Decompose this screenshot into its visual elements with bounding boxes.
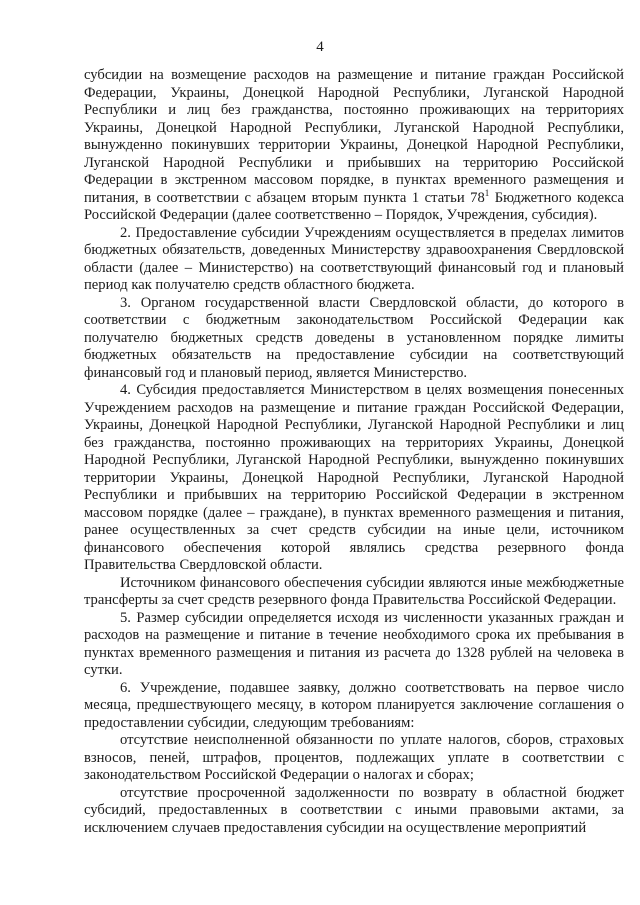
page-number: 4: [316, 39, 324, 55]
paragraph-text: субсидии на возмещение расходов на размещение и питание граждан Российской Федерации, Украины, Донецкой Народной Республики, Луганской Народной Республики и лиц без гражданства, постоянно проживающих на территориях Украины, Донецкой Народной Республики, Луганской Народной Республики, вынужденно покинувших территории Украины, Донецкой Народной Республики, Луганской Народной Республики и прибывших на территорию Российской Федерации в экстренном массовом порядке, в пунктах временного размещения и питания, в соответствии с абзацем вторым пункта 1 статьи 78: [84, 67, 624, 206]
paragraph-item-3: 3. Органом государственной власти Свердловской области, до которого в соответствии с бюджетным законодательством Российской Федерации как получателю бюджетных средств доведены в установленном порядке лимиты бюджетных обязательств на предоставление субсидии на соответствующий финансовый год и плановый период, является Министерство.: [84, 294, 624, 381]
requirement-subsidy-debt: отсутствие просроченной задолженности по возврату в областной бюджет субсидий, предоставленных в соответствии с иными правовыми актами, за исключением случаев предоставления субсидии на осуществление мероприятий: [84, 784, 624, 836]
paragraph-item-4: 4. Субсидия предоставляется Министерством в целях возмещения понесенных Учреждением расходов на размещение и питание граждан Российской Федерации, Украины, Донецкой Народной Республики, Луганской Народной Республики и лиц без гражданства, постоянно проживающих на территориях Украины, Донецкой Народной Республики, Луганской Народной Республики, вынужденно покинувших территории Украины, Донецкой Народной Республики, Луганской Народной Республики и прибывших на территорию Российской Федерации в экстренном массовом порядке (далее – граждане), в пунктах временного размещения и питания, ранее осуществленных за счет средств субсидии на иные цели, источником финансового обеспечения которой являлись средства резервного фонда Правительства Свердловской области.: [84, 382, 624, 573]
paragraph-funding-source: Источником финансового обеспечения субсидии являются иные межбюджетные трансферты за счет средств резервного фонда Правительства Российской Федерации.: [84, 574, 624, 608]
paragraph-item-2: 2. Предоставление субсидии Учреждениям осуществляется в пределах лимитов бюджетных обязательств, доведенных Министерству здравоохранения Свердловской области (далее – Министерство) на соответствующий финансовый год и плановый период как получателю средств областного бюджета.: [84, 224, 624, 293]
paragraph-item-5: 5. Размер субсидии определяется исходя из численности указанных граждан и расходов на размещение и питание в течение необходимого срока их пребывания в пунктах временного размещения и питания из расчета до 1328 рублей на человека в сутки.: [84, 609, 624, 678]
superscript-text: 1: [484, 187, 490, 198]
document-body: [84, 67, 624, 837]
requirement-taxes: отсутствие неисполненной обязанности по уплате налогов, сборов, страховых взносов, пеней, штрафов, процентов, подлежащих уплате в соответствии с законодательством Российской Федерации о налогах и сборах;: [84, 732, 624, 783]
paragraph-item-6: 6. Учреждение, подавшее заявку, должно соответствовать на первое число месяца, предшествующего месяцу, в котором планируется заключение соглашения о предоставлении субсидии, следующим требованиям:: [84, 679, 624, 731]
paragraph-continuation: [84, 67, 624, 225]
paragraph-text: Бюджетного кодекса Российской Федерации (далее соответственно – Порядок, Учреждения, субсидия).: [84, 189, 624, 223]
